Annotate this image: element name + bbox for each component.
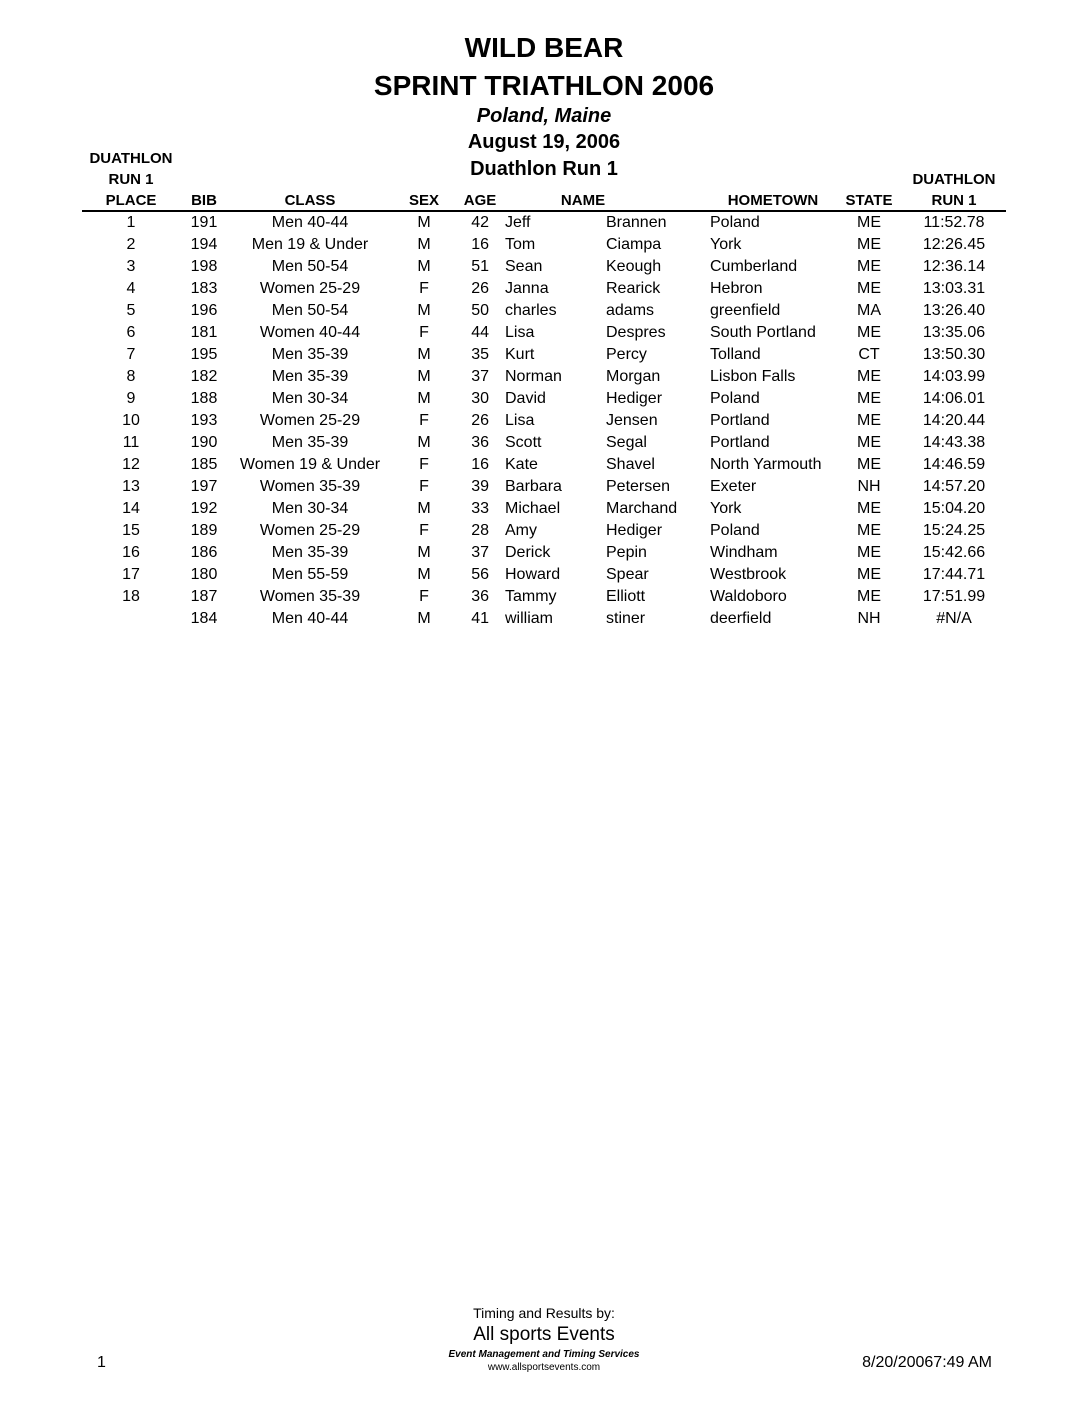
event-date: August 19, 2006: [467, 131, 621, 153]
first-name-cell: Kurt: [505, 346, 535, 363]
first-name-cell: Jeff: [505, 214, 531, 231]
sex-cell: M: [417, 258, 431, 275]
table-row: [0, 454, 1088, 476]
time-cell: 13:26.40: [922, 302, 986, 319]
time-cell: #N/A: [936, 610, 972, 627]
last-name-cell: Segal: [606, 434, 647, 451]
age-cell: 36: [471, 434, 489, 451]
state-cell: CT: [858, 346, 880, 363]
time-cell: 13:03.31: [922, 280, 986, 297]
place-cell: 12: [122, 456, 140, 473]
time-cell: 15:24.25: [922, 522, 986, 539]
class-cell: Men 35-39: [271, 368, 349, 385]
place-cell: 13: [122, 478, 140, 495]
table-row: [0, 234, 1088, 256]
age-cell: 35: [471, 346, 489, 363]
page-number: 1: [97, 1354, 106, 1371]
first-name-cell: Tom: [505, 236, 536, 253]
bib-cell: 186: [190, 544, 218, 561]
state-cell: ME: [857, 236, 881, 253]
age-cell: 56: [471, 566, 489, 583]
sex-cell: F: [419, 280, 429, 297]
event-location: Poland, Maine: [476, 105, 612, 127]
state-cell: ME: [857, 214, 881, 231]
bib-cell: 185: [190, 456, 218, 473]
last-name-cell: Brannen: [606, 214, 667, 231]
sex-cell: M: [417, 566, 431, 583]
time-cell: 14:43.38: [922, 434, 986, 451]
state-cell: ME: [857, 280, 881, 297]
footer-website: www.allsportsevents.com: [487, 1362, 601, 1373]
bib-cell: 181: [190, 324, 218, 341]
place-header-line2: RUN 1: [108, 171, 154, 188]
bib-cell: 183: [190, 280, 218, 297]
time-header-line1: DUATHLON: [912, 171, 996, 188]
first-name-cell: Derick: [505, 544, 551, 561]
first-name-cell: Lisa: [505, 324, 535, 341]
table-row: [0, 322, 1088, 344]
state-cell: MA: [857, 302, 881, 319]
last-name-cell: Ciampa: [606, 236, 662, 253]
place-cell: 10: [122, 412, 140, 429]
class-cell: Men 50-54: [271, 302, 349, 319]
hometown-cell: Exeter: [710, 478, 757, 495]
bib-cell: 198: [190, 258, 218, 275]
hometown-cell: York: [710, 500, 742, 517]
state-cell: ME: [857, 368, 881, 385]
place-cell: 1: [126, 214, 136, 231]
first-name-cell: Norman: [505, 368, 562, 385]
bib-cell: 182: [190, 368, 218, 385]
age-cell: 36: [471, 588, 489, 605]
footer-company: All sports Events: [473, 1324, 615, 1345]
state-cell: ME: [857, 412, 881, 429]
class-cell: Women 25-29: [259, 280, 361, 297]
hometown-cell: deerfield: [710, 610, 772, 627]
table-row: [0, 256, 1088, 278]
first-name-cell: David: [505, 390, 546, 407]
age-cell: 37: [471, 544, 489, 561]
age-cell: 26: [471, 280, 489, 297]
bib-cell: 180: [190, 566, 218, 583]
time-cell: 14:06.01: [922, 390, 986, 407]
time-cell: 14:57.20: [922, 478, 986, 495]
place-cell: 17: [122, 566, 140, 583]
sex-cell: F: [419, 324, 429, 341]
time-cell: 14:03.99: [922, 368, 986, 385]
last-name-cell: Keough: [606, 258, 662, 275]
place-cell: 6: [126, 324, 136, 341]
state-cell: ME: [857, 456, 881, 473]
class-cell: Men 35-39: [271, 346, 349, 363]
class-cell: Women 40-44: [259, 324, 361, 341]
sex-cell: M: [417, 302, 431, 319]
table-row: [0, 388, 1088, 410]
age-cell: 41: [471, 610, 489, 627]
table-row: [0, 212, 1088, 234]
state-cell: ME: [857, 566, 881, 583]
time-cell: 13:35.06: [922, 324, 986, 341]
age-cell: 28: [471, 522, 489, 539]
first-name-cell: Janna: [505, 280, 549, 297]
state-cell: ME: [857, 544, 881, 561]
class-cell: Men 40-44: [271, 610, 349, 627]
time-cell: 12:26.45: [922, 236, 986, 253]
bib-cell: 190: [190, 434, 218, 451]
time-cell: 12:36.14: [922, 258, 986, 275]
age-cell: 37: [471, 368, 489, 385]
class-cell: Women 35-39: [259, 588, 361, 605]
sex-cell: M: [417, 236, 431, 253]
state-cell: NH: [857, 478, 881, 495]
first-name-cell: Scott: [505, 434, 542, 451]
time-cell: 17:51.99: [922, 588, 986, 605]
table-row: [0, 586, 1088, 608]
last-name-cell: Pepin: [606, 544, 647, 561]
first-name-cell: Michael: [505, 500, 561, 517]
event-title-line2: SPRINT TRIATHLON 2006: [373, 70, 715, 101]
time-cell: 17:44.71: [922, 566, 986, 583]
bib-cell: 187: [190, 588, 218, 605]
last-name-cell: Elliott: [606, 588, 646, 605]
time-cell: 15:04.20: [922, 500, 986, 517]
age-cell: 16: [471, 456, 489, 473]
class-cell: Men 35-39: [271, 434, 349, 451]
class-cell: Men 55-59: [271, 566, 349, 583]
first-name-cell: Howard: [505, 566, 561, 583]
last-name-cell: Spear: [606, 566, 649, 583]
last-name-cell: stiner: [606, 610, 646, 627]
bib-cell: 194: [190, 236, 218, 253]
time-cell: 15:42.66: [922, 544, 986, 561]
sex-cell: M: [417, 434, 431, 451]
table-row: [0, 432, 1088, 454]
hometown-cell: North Yarmouth: [710, 456, 822, 473]
bib-cell: 195: [190, 346, 218, 363]
table-row: [0, 344, 1088, 366]
first-name-cell: Amy: [505, 522, 537, 539]
column-header-state: STATE: [845, 192, 893, 209]
hometown-cell: Poland: [710, 390, 760, 407]
state-cell: NH: [857, 610, 881, 627]
state-cell: ME: [857, 500, 881, 517]
last-name-cell: Percy: [606, 346, 647, 363]
bib-cell: 196: [190, 302, 218, 319]
place-cell: 18: [122, 588, 140, 605]
last-name-cell: Petersen: [606, 478, 671, 495]
bib-cell: 184: [190, 610, 218, 627]
class-cell: Men 35-39: [271, 544, 349, 561]
column-header-bib: BIB: [191, 192, 217, 209]
last-name-cell: Marchand: [606, 500, 678, 517]
bib-cell: 188: [190, 390, 218, 407]
table-row: [0, 498, 1088, 520]
hometown-cell: Waldoboro: [710, 588, 787, 605]
place-cell: 2: [126, 236, 136, 253]
place-cell: 3: [126, 258, 136, 275]
place-cell: 14: [122, 500, 140, 517]
hometown-cell: Portland: [710, 434, 770, 451]
class-cell: Men 30-34: [271, 500, 349, 517]
bib-cell: 193: [190, 412, 218, 429]
class-cell: Women 35-39: [259, 478, 361, 495]
sex-cell: F: [419, 478, 429, 495]
hometown-cell: Portland: [710, 412, 770, 429]
table-row: [0, 278, 1088, 300]
age-cell: 51: [471, 258, 489, 275]
hometown-cell: Hebron: [710, 280, 763, 297]
hometown-cell: Poland: [710, 522, 760, 539]
footer-credit: Timing and Results by:: [473, 1305, 615, 1321]
column-header-class: CLASS: [284, 192, 336, 209]
time-cell: 11:52.78: [923, 214, 985, 231]
hometown-cell: Poland: [710, 214, 760, 231]
state-cell: ME: [857, 588, 881, 605]
age-cell: 50: [471, 302, 489, 319]
last-name-cell: Hediger: [606, 390, 663, 407]
first-name-cell: Tammy: [505, 588, 557, 605]
column-header-hometown: HOMETOWN: [727, 192, 819, 209]
last-name-cell: Morgan: [606, 368, 661, 385]
table-row: [0, 366, 1088, 388]
time-header-line2: RUN 1: [931, 192, 977, 209]
place-cell: 9: [126, 390, 136, 407]
sex-cell: M: [417, 500, 431, 517]
column-header-place: [82, 148, 180, 211]
hometown-cell: Cumberland: [710, 258, 798, 275]
age-cell: 26: [471, 412, 489, 429]
state-cell: ME: [857, 324, 881, 341]
last-name-cell: adams: [606, 302, 655, 319]
class-cell: Women 19 & Under: [239, 456, 381, 473]
event-name: Duathlon Run 1: [470, 158, 618, 180]
column-header-sex: SEX: [408, 192, 439, 209]
place-header-line3: PLACE: [105, 192, 157, 209]
first-name-cell: charles: [505, 302, 557, 319]
first-name-cell: Barbara: [505, 478, 562, 495]
first-name-cell: Lisa: [505, 412, 535, 429]
class-cell: Men 40-44: [271, 214, 349, 231]
bib-cell: 192: [190, 500, 218, 517]
hometown-cell: South Portland: [710, 324, 816, 341]
sex-cell: F: [419, 522, 429, 539]
sex-cell: M: [417, 214, 431, 231]
table-row: [0, 476, 1088, 498]
hometown-cell: Westbrook: [710, 566, 787, 583]
table-row: [0, 608, 1088, 630]
table-row: [0, 564, 1088, 586]
place-cell: 5: [126, 302, 136, 319]
event-title-line1: WILD BEAR: [464, 32, 624, 63]
sex-cell: M: [417, 346, 431, 363]
last-name-cell: Despres: [606, 324, 666, 341]
class-cell: Women 25-29: [259, 522, 361, 539]
sex-cell: F: [419, 588, 429, 605]
place-cell: 16: [122, 544, 140, 561]
sex-cell: M: [417, 368, 431, 385]
place-cell: 15: [122, 522, 140, 539]
sex-cell: M: [417, 610, 431, 627]
time-cell: 14:46.59: [922, 456, 986, 473]
sex-cell: M: [417, 544, 431, 561]
bib-cell: 191: [190, 214, 218, 231]
table-row: [0, 300, 1088, 322]
state-cell: ME: [857, 522, 881, 539]
sex-cell: M: [417, 390, 431, 407]
last-name-cell: Shavel: [606, 456, 655, 473]
state-cell: ME: [857, 390, 881, 407]
age-cell: 30: [471, 390, 489, 407]
column-header-name: NAME: [560, 192, 606, 209]
age-cell: 44: [471, 324, 489, 341]
hometown-cell: Tolland: [710, 346, 761, 363]
bib-cell: 189: [190, 522, 218, 539]
state-cell: ME: [857, 258, 881, 275]
place-cell: 8: [126, 368, 136, 385]
age-cell: 16: [471, 236, 489, 253]
state-cell: ME: [857, 434, 881, 451]
age-cell: 42: [471, 214, 489, 231]
last-name-cell: Jensen: [606, 412, 658, 429]
place-cell: 11: [122, 434, 140, 451]
first-name-cell: Sean: [505, 258, 543, 275]
age-cell: 33: [471, 500, 489, 517]
last-name-cell: Hediger: [606, 522, 663, 539]
class-cell: Men 19 & Under: [251, 236, 369, 253]
place-cell: 4: [126, 280, 136, 297]
class-cell: Men 50-54: [271, 258, 349, 275]
hometown-cell: Lisbon Falls: [710, 368, 796, 385]
footer-tagline: Event Management and Timing Services: [448, 1349, 640, 1360]
table-row: [0, 542, 1088, 564]
hometown-cell: York: [710, 236, 742, 253]
sex-cell: F: [419, 456, 429, 473]
first-name-cell: william: [505, 610, 553, 627]
place-cell: 7: [126, 346, 136, 363]
print-timestamp: 8/20/20067:49 AM: [862, 1354, 992, 1371]
hometown-cell: greenfield: [710, 302, 781, 319]
table-row: [0, 520, 1088, 542]
last-name-cell: Rearick: [606, 280, 661, 297]
table-row: [0, 410, 1088, 432]
first-name-cell: Kate: [505, 456, 538, 473]
hometown-cell: Windham: [710, 544, 778, 561]
column-header-time: [904, 169, 1004, 211]
column-header-age: AGE: [463, 192, 497, 209]
sex-cell: F: [419, 412, 429, 429]
time-cell: 14:20.44: [922, 412, 986, 429]
place-header-line1: DUATHLON: [89, 150, 173, 167]
age-cell: 39: [471, 478, 489, 495]
bib-cell: 197: [190, 478, 218, 495]
class-cell: Men 30-34: [271, 390, 349, 407]
class-cell: Women 25-29: [259, 412, 361, 429]
time-cell: 13:50.30: [922, 346, 986, 363]
